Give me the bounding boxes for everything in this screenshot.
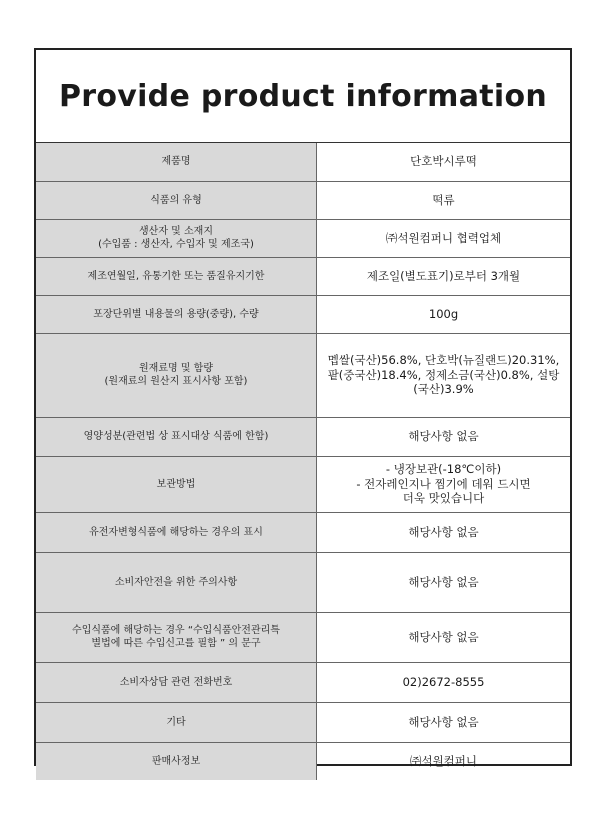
row-value: 떡류 [317,181,571,219]
row-value: 해당사항 없음 [317,612,571,662]
table-row [36,143,570,181]
row-label: 포장단위별 내용물의 용량(중량), 수량 [36,295,317,333]
row-value-line: - 전자레인지나 찜기에 데워 드시면 [356,476,531,491]
row-value: ㈜석원컴퍼니 협력업체 [317,219,571,257]
row-value: 멥쌀(국산)56.8%, 단호박(뉴질랜드)20.31%, 팥(중국산)18.4%, 정제소금(국산)0.8%, 설탕(국산)3.9% [317,333,571,417]
table-row [36,295,570,333]
row-label-line: (수입품 : 생산자, 수입자 및 제조국) [98,239,254,250]
table-row [36,702,570,742]
row-label: 소비자안전을 위한 주의사항 [36,552,317,612]
row-label-line: 별법에 따른 수입신고를 필함 ” 의 문구 [91,638,261,649]
row-label: 유전자변형식품에 해당하는 경우의 표시 [36,512,317,552]
table-row [36,456,570,512]
row-label: 기타 [36,702,317,742]
row-label [36,612,317,662]
page-title: Provide product information [58,78,548,114]
table-row [36,257,570,295]
row-label-line: 생산자 및 소재지 [139,226,213,237]
table-row [36,742,570,780]
row-value: 02)2672-8555 [317,662,571,702]
row-label-line: 원재료명 및 함량 [139,363,213,374]
row-value [317,456,571,512]
table-row [36,219,570,257]
row-label: 판매사정보 [36,742,317,780]
table-row [36,333,570,417]
row-label [36,219,317,257]
table-row [36,612,570,662]
row-value: 100g [317,295,571,333]
row-label: 소비자상담 관련 전화번호 [36,662,317,702]
table-row [36,512,570,552]
row-label: 영양성분(관련법 상 표시대상 식품에 한함) [36,417,317,456]
row-value: ㈜석원컴퍼니 [317,742,571,780]
row-value: 해당사항 없음 [317,512,571,552]
row-value: 제조일(별도표기)로부터 3개월 [317,257,571,295]
row-label: 식품의 유형 [36,181,317,219]
info-table [36,143,570,780]
row-value: 해당사항 없음 [317,552,571,612]
table-row [36,662,570,702]
row-label: 제조연월일, 유통기한 또는 품질유지기한 [36,257,317,295]
row-label-line: 수입식품에 해당하는 경우 “수입식품안전관리특 [72,625,280,636]
row-value-line: 더욱 맛있습니다 [402,491,485,506]
product-info-sheet [34,48,572,766]
title-box [36,50,570,143]
row-value: 해당사항 없음 [317,417,571,456]
row-value-line: - 냉장보관(-18℃이하) [385,461,502,476]
table-row [36,552,570,612]
row-label: 제품명 [36,143,317,181]
table-row [36,417,570,456]
row-label-line: (원재료의 원산지 표시사항 포함) [104,376,248,387]
row-value: 단호박시루떡 [410,154,477,169]
row-label: 보관방법 [36,456,317,512]
table-row [36,181,570,219]
row-value: 해당사항 없음 [317,702,571,742]
row-label [36,333,317,417]
